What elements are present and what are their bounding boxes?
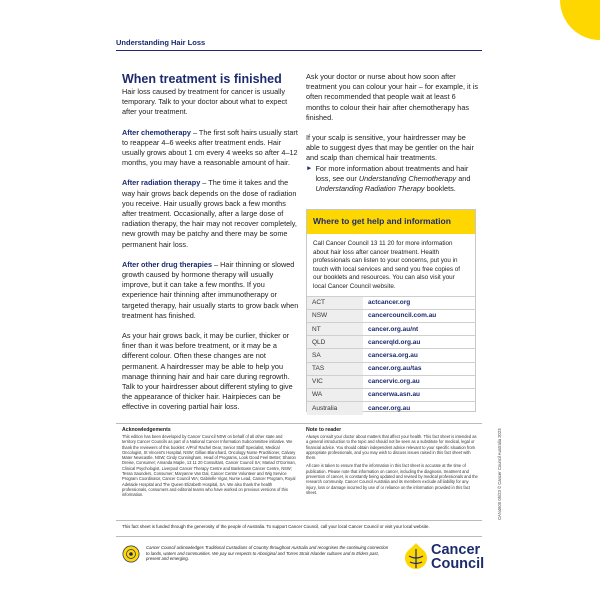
land-acknowledgement-icon <box>122 545 140 563</box>
chemo-lead: After chemotherapy <box>122 127 191 137</box>
radiation-text: – The time it takes and the way hair grows back depends on the dose of radiation you receive. Hair usually grows back a few months after treatment. Occasionally, after a large dose of radiation therapy, the hair may not recover completely, new growth may be patchy and there may be some permanent hair loss. <box>122 178 297 249</box>
booklet-radiation: Understanding Radiation Therapy <box>315 184 425 194</box>
bullet-text-part: booklets. <box>424 184 456 194</box>
other-therapies-text: – Hair thinning or slowed growth caused by hormone therapy will usually improve, but it can take a few months. If you experience hair thinning after immunotherapy or targeted therapy, hair usually starts to grow back when treatment has finished. <box>122 259 299 320</box>
website-link[interactable]: cancer.org.au/nt <box>363 322 475 335</box>
bullet-text <box>315 164 478 195</box>
table-row <box>307 349 475 362</box>
website-link[interactable]: cancersa.org.au <box>363 349 475 362</box>
state-cell: NSW <box>307 309 363 322</box>
state-cell: QLD <box>307 336 363 349</box>
funding-statement: This fact sheet is funded through the generosity of the people of Australia. To support Cancer Council, call your local Cancer Council or visit your local website. <box>122 524 430 529</box>
cancer-council-logo <box>403 541 493 575</box>
bullet-arrow-icon: ► <box>306 164 313 172</box>
page-heading: When treatment is finished <box>122 72 282 86</box>
colour-paragraph: Ask your doctor or nurse about how soon after treatment you can colour your hair – for example, it is often recommended that people wait at least 6 months to colour their hair after chemotherapy has finished. <box>306 72 478 122</box>
logo-text <box>431 543 484 571</box>
note-text-2: All care is taken to ensure that the information in this fact sheet is accurate at the time of publication. Please note that information on cancer, including the diagnosis, treatment and prevention of cancer, is constantly being updated and revised by medical professionals and the research community. Cancer Council Australia and its members exclude all liability for any injury, loss or damage incurred by use of or reliance on the information provided in this fact sheet. <box>306 463 478 495</box>
state-cell: VIC <box>307 375 363 388</box>
website-link[interactable]: cancervic.org.au <box>363 375 475 388</box>
logo-line-1: Cancer <box>431 542 481 558</box>
growback-paragraph: As your hair grows back, it may be curlier, thicker or finer than it was before treatment, or it may be a different colour. Often these changes are not permanent. A hairdresser may be able to help you manage thinning hair and hair care during regrowth. Talk to your hairdresser about different styling to give the appearance of thicker hair. Hairpieces can be effective in covering partial hair loss. <box>122 331 293 412</box>
state-cell: ACT <box>307 296 363 309</box>
website-link[interactable]: cancerqld.org.au <box>363 336 475 349</box>
state-cell: NT <box>307 322 363 335</box>
chemo-paragraph <box>122 128 300 169</box>
right-column <box>306 72 478 204</box>
state-cell: Australia <box>307 402 363 415</box>
website-link[interactable]: cancerwa.asn.au <box>363 388 475 401</box>
radiation-lead: After radiation therapy <box>122 178 201 188</box>
help-box-intro: Call Cancer Council 13 11 20 for more information about hair loss after cancer treatment. Health professionals can listen to your concerns, put you in touch with local services and send you free copies of our booklets and resources. You can also visit your local Cancer Council website. <box>313 240 461 290</box>
section-header: Understanding Hair Loss <box>116 38 206 47</box>
note-to-reader-block <box>306 427 478 498</box>
help-info-box <box>306 209 476 412</box>
table-row <box>307 309 475 322</box>
website-link[interactable]: cancercouncil.com.au <box>363 309 475 322</box>
table-row <box>307 296 475 309</box>
yellow-corner-decoration <box>560 0 600 40</box>
acknowledgements-text: This edition has been developed by Cancer Council NSW on behalf of all other state and territory Cancer Councils as part of a National Cancer Information Subcommittee initiative. We thank the reviewers of this booklet: A/Prof Rachel Dear, Senior Staff Specialist, Medical Oncologist, St Vincent's Hospital, NSW; Gillian Blanchard, Oncology Nurse Practitioner, Calvary Mater Newcastle, NSW; Cindy Cunningham, Head of Programs, Look Good Feel Better; Sharon Dreise, Consumer; Amanda Maple, 13 11 20 Consultant, Cancer Council SA; Mariad O'Gorman, Clinical Psychologist, Liverpool Cancer Therapy Centre and Bankstown Cancer Centre, NSW; Tessa Saunders, Consumer; Maryanne Van Dal, Cancer Centre Volunteer and Wig Service Program Coordinator, Cancer Council WA; Gabrielle Vigar, Nurse Lead, Cancer Program, Royal Adelaide Hospital and The Queen Elizabeth Hospital, SA. We also thank the health professionals, consumers and editorial teams who have worked on previous versions of this information. <box>122 434 296 498</box>
more-info-bullet <box>306 164 478 195</box>
other-therapies-paragraph <box>122 260 300 321</box>
state-cell: SA <box>307 349 363 362</box>
bottom-divider <box>116 536 482 537</box>
acknowledgements-title: Acknowledgements <box>122 427 171 433</box>
help-box-title: Where to get help and information <box>307 210 475 234</box>
table-row <box>307 336 475 349</box>
table-row <box>307 322 475 335</box>
bullet-text-part: and <box>456 173 471 183</box>
table-row <box>307 388 475 401</box>
left-column <box>122 72 300 423</box>
state-cell: TAS <box>307 362 363 375</box>
intro-paragraph: Hair loss caused by treatment for cancer is usually temporary. Talk to your doctor about what to expect after your treatment. <box>122 87 288 117</box>
table-row <box>307 375 475 388</box>
table-row <box>307 362 475 375</box>
funding-divider <box>116 520 482 521</box>
scalp-paragraph: If your scalp is sensitive, your hairdresser may be able to suggest dyes that may be gentler on the hair and scalp than chemical hair treatments. <box>306 133 474 163</box>
state-cell: WA <box>307 388 363 401</box>
note-text-1: Always consult your doctor about matters that affect your health. This fact sheet is intended as a general introduction to the topic and should not be seen as a substitute for medical, legal or financial advice. You should obtain independent advice relevant to your specific situation from appropriate professionals, and you may wish to discuss issues raised in this fact sheet with them. <box>306 434 477 461</box>
chemo-text: – The first soft hairs usually start to reappear 4–6 weeks after treatment ends. Hair usually grows about 1 cm every 4 weeks so after 4–12 months, you may have a reasonable amount of hair. <box>122 127 298 168</box>
land-acknowledgement-text: Cancer Council acknowledges Traditional Custodians of Country throughout Australia and recognises the continuing connection to lands, waters and communities. We pay our respects to Aboriginal and Torres Strait Islander cultures and to Elders past, present and emerging. <box>146 545 389 562</box>
logo-line-2: Council <box>431 556 485 572</box>
note-title: Note to reader <box>306 427 342 433</box>
website-link[interactable]: cancer.org.au/tas <box>363 362 475 375</box>
booklet-chemotherapy: Understanding Chemotherapy <box>358 173 457 183</box>
bullet-text-part: For more information about treatments and hair loss, see our <box>315 163 469 183</box>
website-link[interactable]: actcancer.org <box>363 296 475 309</box>
states-table <box>307 296 475 415</box>
website-link[interactable]: cancer.org.au <box>363 402 475 415</box>
publication-code: CAN4600 05/23 © Cancer Council Australia 2023 <box>497 428 502 520</box>
table-row <box>307 402 475 415</box>
acknowledgements-block <box>122 427 297 501</box>
header-divider <box>116 50 482 51</box>
daffodil-logo-icon <box>403 541 429 571</box>
radiation-paragraph <box>122 178 300 249</box>
footer-divider <box>116 423 482 424</box>
other-therapies-lead: After other drug therapies <box>122 259 213 269</box>
